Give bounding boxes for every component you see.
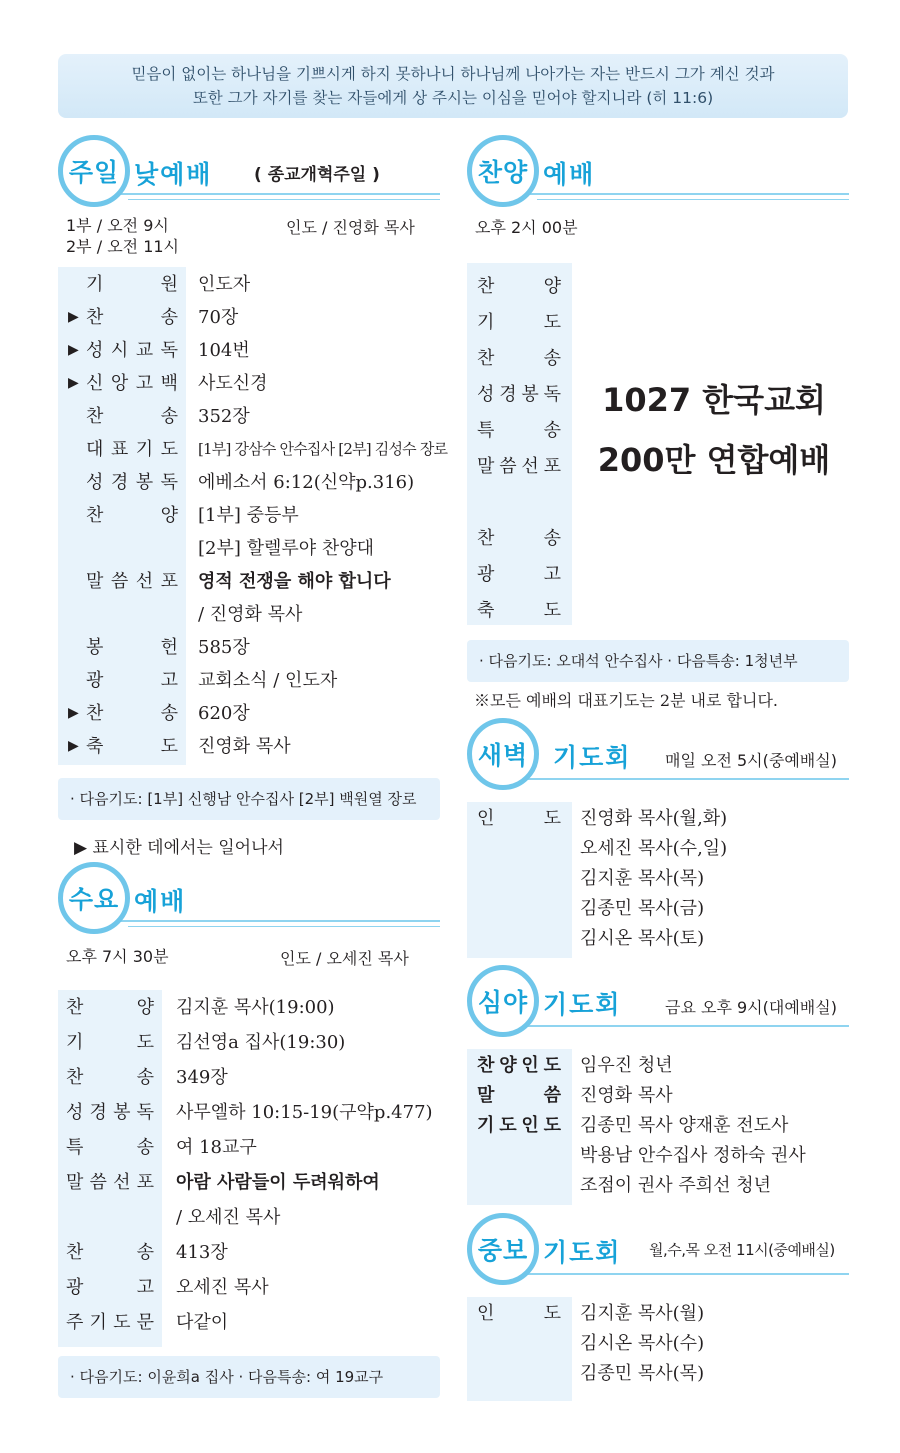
intercession-table (467, 1297, 849, 1401)
order-value: 김시온 목사(수) (580, 1333, 705, 1354)
order-label: 말 씀 (477, 1085, 561, 1106)
sunday-order-row (58, 433, 448, 466)
dawn-badge: 새벽 (467, 718, 539, 790)
order-label: 말 씀 선 포 (86, 571, 178, 592)
order-value: 김지훈 목사(19:00) (176, 997, 335, 1018)
order-value: / 진영화 목사 (198, 604, 303, 625)
stand-up-arrow-icon: ▶ (68, 309, 79, 325)
sunday-service-section (58, 135, 448, 825)
stand-up-arrow-icon: ▶ (68, 375, 79, 391)
standing-note: ▶ 표시한 데에서는 일어나서 (74, 838, 284, 858)
stand-up-arrow-icon: ▶ (68, 705, 79, 721)
wednesday-next: · 다음기도: 이윤희a 집사 · 다음특송: 여 19교구 (58, 1356, 440, 1398)
praise-order-row (467, 557, 849, 593)
dawn-info: 매일 오전 5시(중예배실) (665, 751, 837, 770)
order-value: 여 18교구 (176, 1137, 257, 1158)
order-label: 찬 송 (477, 348, 561, 369)
order-value: 인도자 (198, 274, 251, 295)
order-label: 대 표 기 도 (86, 439, 178, 460)
header-rule (507, 778, 849, 780)
order-label: 찬 송 (86, 406, 178, 427)
wednesday-header (58, 862, 440, 932)
praise-badge: 찬양 (467, 135, 539, 207)
praise-order-row (467, 341, 849, 377)
praise-highlight-line-1: 1027 한국교회 (602, 381, 826, 419)
header-rule (98, 193, 440, 195)
sunday-subtitle: ( 종교개혁주일 ) (254, 165, 380, 185)
order-value: 70장 (198, 307, 239, 328)
order-value: 김지훈 목사(월) (580, 1303, 705, 1324)
praise-order-row (467, 269, 849, 305)
order-value: [2부] 할렐루야 찬양대 (198, 538, 375, 559)
stand-up-arrow-icon: ▶ (68, 342, 79, 358)
dawn-leader-row (467, 924, 849, 954)
order-label: 광 고 (66, 1277, 154, 1298)
sunday-order-row (58, 499, 440, 532)
order-value: 진영화 목사(월,화) (580, 808, 728, 829)
header-rule (507, 1025, 849, 1027)
intercession-leader-row (467, 1299, 849, 1329)
wednesday-order-row (58, 1165, 440, 1200)
order-label: 인 도 (477, 1303, 561, 1324)
praise-title: 예배 (543, 160, 596, 189)
praise-order-row (467, 593, 849, 629)
dawn-table (467, 802, 849, 958)
wednesday-order-row (58, 1235, 440, 1270)
night-order-row (467, 1051, 849, 1081)
sunday-order-row (58, 334, 440, 367)
verse-line-1: 믿음이 없이는 하나님을 기쁘시게 하지 못하나니 하나님께 나아가는 자는 반드시 그가 계신 것과 (131, 65, 775, 83)
dawn-header (467, 718, 849, 788)
order-label: 말 씀 선 포 (477, 456, 561, 477)
sunday-title: 낮예배 (134, 160, 213, 189)
order-value: 진영화 목사 (580, 1085, 673, 1106)
night-info: 금요 오후 9시(대예배실) (665, 998, 837, 1017)
order-value: 349장 (176, 1067, 228, 1088)
praise-order-row (467, 521, 849, 557)
order-value: 김종민 목사(목) (580, 1363, 705, 1384)
praise-header (467, 135, 849, 205)
order-value: 아람 사람들이 두려워하여 (176, 1172, 380, 1193)
sunday-order-row (58, 367, 440, 400)
order-value: 사도신경 (198, 373, 268, 394)
header-rule-thin (128, 199, 440, 200)
order-value: 김종민 목사 양재훈 전도사 (580, 1115, 789, 1136)
order-value: 조점이 권사 주희선 청년 (580, 1175, 772, 1196)
order-value: 임우진 청년 (580, 1055, 673, 1076)
order-value: 104번 (198, 340, 250, 361)
intercession-header (467, 1213, 849, 1283)
order-value: 교회소식 / 인도자 (198, 670, 338, 691)
order-label: 축 도 (477, 600, 561, 621)
verse-banner (58, 54, 848, 118)
wednesday-order-row (58, 1270, 440, 1305)
order-label: 성 경 봉 독 (66, 1102, 154, 1123)
praise-order-table (467, 263, 849, 625)
header-rule (98, 920, 440, 922)
sunday-order-row (58, 268, 440, 301)
order-label: 찬 송 (477, 528, 561, 549)
order-value: 585장 (198, 637, 250, 658)
night-table (467, 1049, 849, 1205)
sunday-order-row (58, 532, 440, 565)
night-title: 기도회 (543, 990, 622, 1019)
header-rule (507, 1273, 849, 1275)
wednesday-order-row (58, 990, 440, 1025)
order-label: 찬 송 (86, 307, 178, 328)
night-order-row (467, 1111, 849, 1141)
wednesday-service-section (58, 862, 440, 1402)
order-value: 김지훈 목사(목) (580, 868, 705, 889)
dawn-leader-row (467, 894, 849, 924)
night-order-row (467, 1141, 849, 1171)
sunday-order-row (58, 697, 440, 730)
order-value: 오세진 목사 (176, 1277, 269, 1298)
order-value: / 오세진 목사 (176, 1207, 281, 1228)
night-header (467, 965, 849, 1035)
order-label: 특 송 (66, 1137, 154, 1158)
order-value: [1부] 강삼수 안수집사 [2부] 김성수 장로 (198, 440, 448, 458)
sunday-order-row (58, 730, 440, 763)
order-value: 김종민 목사(금) (580, 898, 705, 919)
order-value: 다같이 (176, 1312, 229, 1333)
wednesday-title: 예배 (134, 887, 187, 916)
wednesday-order-table (58, 990, 440, 1347)
order-value: 진영화 목사 (198, 736, 291, 757)
order-label: 주 기 도 문 (66, 1312, 154, 1333)
wednesday-leader: 인도 / 오세진 목사 (280, 949, 409, 968)
wednesday-order-row (58, 1025, 440, 1060)
header-rule-thin (537, 199, 849, 200)
sunday-order-row (58, 664, 440, 697)
wednesday-order-row (58, 1130, 440, 1165)
sunday-time-1: 1부 / 오전 9시 (66, 216, 169, 235)
order-label: 찬 송 (86, 703, 178, 724)
wednesday-time: 오후 7시 30분 (66, 947, 169, 966)
sunday-order-row (58, 301, 440, 334)
order-value: 에베소서 6:12(신약p.316) (198, 472, 415, 493)
order-label: 찬 양 인 도 (477, 1055, 561, 1076)
order-label: 광 고 (477, 564, 561, 585)
sunday-order-row (58, 631, 440, 664)
order-value: 413장 (176, 1242, 228, 1263)
intercession-title: 기도회 (543, 1238, 622, 1267)
order-label: 찬 양 (66, 997, 154, 1018)
order-label: 기 원 (86, 274, 178, 295)
sunday-leader: 인도 / 진영화 목사 (286, 218, 415, 237)
order-value: 김시온 목사(토) (580, 928, 705, 949)
sunday-time-2: 2부 / 오전 11시 (66, 237, 180, 256)
intercession-leader-row (467, 1329, 849, 1359)
wednesday-order-row (58, 1305, 440, 1340)
sunday-next-prayer: · 다음기도: [1부] 신행남 안수집사 [2부] 백원열 장로 (58, 778, 440, 820)
dawn-leader-row (467, 804, 849, 834)
order-label: 성 경 봉 독 (86, 472, 178, 493)
order-label: 축 도 (86, 736, 178, 757)
order-value: 사무엘하 10:15-19(구약p.477) (176, 1102, 433, 1123)
order-label: 신 앙 고 백 (86, 373, 178, 394)
order-label: 찬 송 (66, 1067, 154, 1088)
order-label: 인 도 (477, 808, 561, 829)
dawn-leader-row (467, 864, 849, 894)
order-label: 기 도 (66, 1032, 154, 1053)
wednesday-order-row (58, 1060, 440, 1095)
dawn-leader-row (467, 834, 849, 864)
night-order-row (467, 1081, 849, 1111)
prayer-time-note: ※모든 예배의 대표기도는 2분 내로 합니다. (474, 691, 778, 710)
order-label: 말 씀 선 포 (66, 1172, 154, 1193)
order-label: 성 시 교 독 (86, 340, 178, 361)
order-value: 352장 (198, 406, 250, 427)
stand-up-arrow-icon: ▶ (68, 738, 79, 754)
intercession-badge: 중보 (467, 1213, 539, 1285)
order-value: 오세진 목사(수,일) (580, 838, 728, 859)
sunday-order-row (58, 598, 440, 631)
order-value: 김선영a 집사(19:30) (176, 1032, 346, 1053)
order-label: 광 고 (86, 670, 178, 691)
night-badge: 심야 (467, 965, 539, 1037)
verse-line-2: 또한 그가 자기를 찾는 자들에게 상 주시는 이심을 믿어야 할지니라 (히 11:6) (192, 89, 714, 107)
intercession-info: 월,수,목 오전 11시(중예배실) (649, 1241, 835, 1259)
praise-time: 오후 2시 00분 (475, 218, 578, 237)
sunday-badge: 주일 (58, 135, 130, 207)
sunday-order-row (58, 466, 440, 499)
sunday-header (58, 135, 440, 205)
order-label: 찬 양 (86, 505, 178, 526)
order-label: 기 도 인 도 (477, 1115, 561, 1136)
praise-order-row (467, 305, 849, 341)
header-rule-thin (128, 926, 440, 927)
wednesday-order-row (58, 1200, 440, 1235)
intercession-prayer-section (467, 1213, 849, 1403)
praise-highlight-line-2: 200만 연합예배 (597, 441, 831, 479)
order-label: 찬 송 (66, 1242, 154, 1263)
sunday-order-table (58, 267, 448, 765)
order-value: [1부] 중등부 (198, 505, 299, 526)
wednesday-order-row (58, 1095, 440, 1130)
order-label: 봉 헌 (86, 637, 178, 658)
header-rule (507, 193, 849, 195)
order-value: 영적 전쟁을 해야 합니다 (198, 571, 391, 592)
night-prayer-section (467, 965, 849, 1205)
night-order-row (467, 1171, 849, 1201)
order-label: 성 경 봉 독 (477, 384, 561, 405)
dawn-title: 기도회 (553, 743, 632, 772)
sunday-order-row (58, 565, 440, 598)
wednesday-badge: 수요 (58, 862, 130, 934)
order-value: 박용남 안수집사 정하숙 권사 (580, 1145, 806, 1166)
order-value: 620장 (198, 703, 250, 724)
dawn-prayer-section (467, 718, 849, 958)
order-label: 기 도 (477, 312, 561, 333)
order-label: 찬 양 (477, 276, 561, 297)
intercession-leader-row (467, 1359, 849, 1389)
order-label: 특 송 (477, 420, 561, 441)
sunday-order-row (58, 400, 440, 433)
praise-next: · 다음기도: 오대석 안수집사 · 다음특송: 1청년부 (467, 640, 849, 682)
